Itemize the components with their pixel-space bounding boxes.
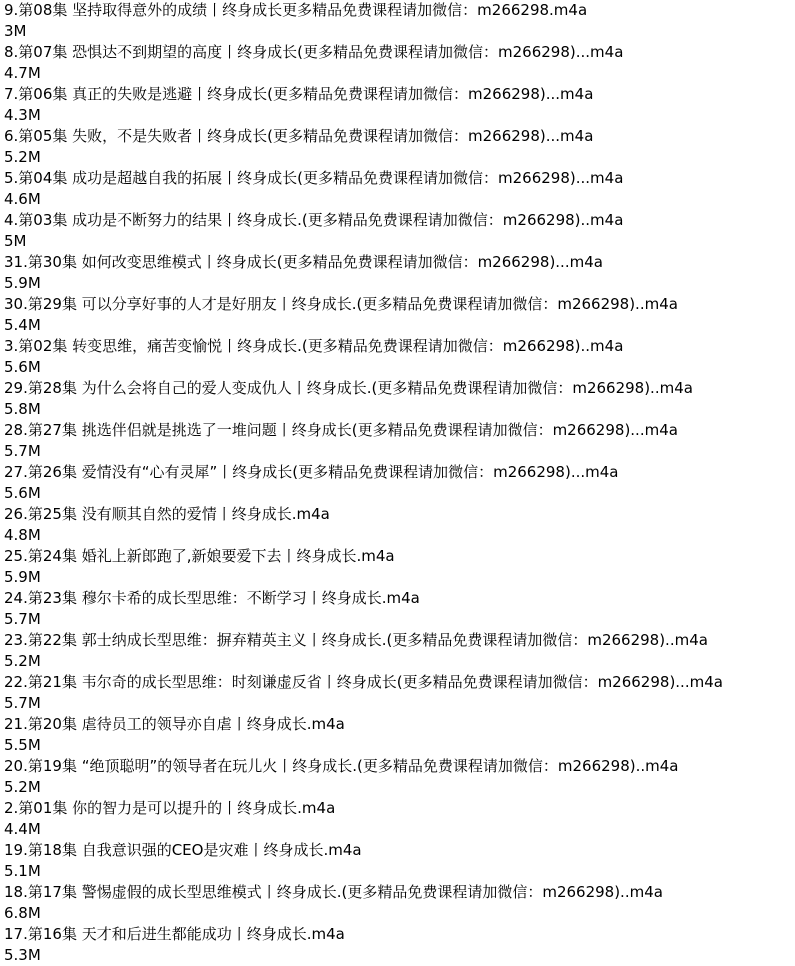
file-name[interactable]: 23.第22集 郭士纳成长型思维：摒弃精英主义丨终身成长.(更多精品免费课程请加微信：m266298)..m4a (4, 631, 708, 649)
file-item[interactable] (4, 420, 795, 462)
file-size: 5.9M (4, 274, 41, 292)
file-size: 5.7M (4, 694, 41, 712)
file-size: 5.6M (4, 358, 41, 376)
file-item[interactable] (4, 672, 795, 714)
file-size: 5.5M (4, 736, 41, 754)
file-item[interactable] (4, 588, 795, 630)
file-name[interactable]: 9.第08集 坚持取得意外的成绩丨终身成长更多精品免费课程请加微信：m266298.m4a (4, 1, 588, 19)
file-name[interactable]: 26.第25集 没有顺其自然的爱情丨终身成长.m4a (4, 505, 330, 523)
file-name[interactable]: 20.第19集 “绝顶聪明”的领导者在玩儿火丨终身成长.(更多精品免费课程请加微信：m266298)..m4a (4, 757, 679, 775)
file-item[interactable] (4, 336, 795, 378)
file-name[interactable]: 4.第03集 成功是不断努力的结果丨终身成长.(更多精品免费课程请加微信：m266298)..m4a (4, 211, 624, 229)
file-size: 5.2M (4, 148, 41, 166)
file-size: 5.1M (4, 862, 41, 880)
file-size: 5.3M (4, 946, 41, 964)
file-name[interactable]: 29.第28集 为什么会将自己的爱人变成仇人丨终身成长.(更多精品免费课程请加微信：m266298)..m4a (4, 379, 693, 397)
file-size: 4.7M (4, 64, 41, 82)
file-item[interactable] (4, 840, 795, 882)
file-name[interactable]: 25.第24集 婚礼上新郎跑了,新娘要爱下去丨终身成长.m4a (4, 547, 395, 565)
file-name[interactable]: 2.第01集 你的智力是可以提升的丨终身成长.m4a (4, 799, 336, 817)
file-item[interactable] (4, 756, 795, 798)
file-name[interactable]: 5.第04集 成功是超越自我的拓展丨终身成长(更多精品免费课程请加微信：m266298)...m4a (4, 169, 624, 187)
file-size: 5.6M (4, 484, 41, 502)
file-item[interactable] (4, 882, 795, 924)
file-name[interactable]: 24.第23集 穆尔卡希的成长型思维：不断学习丨终身成长.m4a (4, 589, 420, 607)
file-name[interactable]: 18.第17集 警惕虚假的成长型思维模式丨终身成长.(更多精品免费课程请加微信：m266298)..m4a (4, 883, 663, 901)
file-size: 5.9M (4, 568, 41, 586)
file-size: 6.8M (4, 904, 41, 922)
file-size: 5.2M (4, 778, 41, 796)
file-size: 4.3M (4, 106, 41, 124)
file-name[interactable]: 7.第06集 真正的失败是逃避丨终身成长(更多精品免费课程请加微信：m266298)...m4a (4, 85, 594, 103)
file-size: 5.4M (4, 316, 41, 334)
file-name[interactable]: 6.第05集 失败，不是失败者丨终身成长(更多精品免费课程请加微信：m266298)...m4a (4, 127, 594, 145)
file-size: 4.6M (4, 190, 41, 208)
file-size: 5.7M (4, 442, 41, 460)
file-item[interactable] (4, 126, 795, 168)
file-name[interactable]: 31.第30集 如何改变思维模式丨终身成长(更多精品免费课程请加微信：m266298)...m4a (4, 253, 603, 271)
file-name[interactable]: 28.第27集 挑选伴侣就是挑选了一堆问题丨终身成长(更多精品免费课程请加微信：m266298)...m4a (4, 421, 678, 439)
file-item[interactable] (4, 378, 795, 420)
file-name[interactable]: 3.第02集 转变思维，痛苦变愉悦丨终身成长.(更多精品免费课程请加微信：m266298)..m4a (4, 337, 624, 355)
file-name[interactable]: 8.第07集 恐惧达不到期望的高度丨终身成长(更多精品免费课程请加微信：m266298)...m4a (4, 43, 624, 61)
file-size: 5.2M (4, 652, 41, 670)
file-item[interactable] (4, 168, 795, 210)
file-item[interactable] (4, 504, 795, 546)
file-size: 5M (4, 232, 27, 250)
file-name[interactable]: 21.第20集 虐待员工的领导亦自虐丨终身成长.m4a (4, 715, 345, 733)
file-size: 3M (4, 22, 27, 40)
file-name[interactable]: 30.第29集 可以分享好事的人才是好朋友丨终身成长.(更多精品免费课程请加微信：m266298)..m4a (4, 295, 678, 313)
file-item[interactable] (4, 42, 795, 84)
file-name[interactable]: 22.第21集 韦尔奇的成长型思维：时刻谦虚反省丨终身成长(更多精品免费课程请加微信：m266298)...m4a (4, 673, 723, 691)
file-item[interactable] (4, 924, 795, 966)
file-item[interactable] (4, 630, 795, 672)
file-item[interactable] (4, 252, 795, 294)
file-name[interactable]: 19.第18集 自我意识强的CEO是灾难丨终身成长.m4a (4, 841, 362, 859)
file-item[interactable] (4, 84, 795, 126)
file-size: 4.8M (4, 526, 41, 544)
file-item[interactable] (4, 714, 795, 756)
file-item[interactable] (4, 462, 795, 504)
file-name[interactable]: 17.第16集 天才和后进生都能成功丨终身成长.m4a (4, 925, 345, 943)
file-item[interactable] (4, 0, 795, 42)
file-size: 5.8M (4, 400, 41, 418)
file-item[interactable] (4, 210, 795, 252)
file-item[interactable] (4, 546, 795, 588)
file-item[interactable] (4, 294, 795, 336)
file-item[interactable] (4, 798, 795, 840)
file-size: 5.7M (4, 610, 41, 628)
file-name[interactable]: 27.第26集 爱情没有“心有灵犀”丨终身成长(更多精品免费课程请加微信：m266298)...m4a (4, 463, 619, 481)
file-size: 4.4M (4, 820, 41, 838)
